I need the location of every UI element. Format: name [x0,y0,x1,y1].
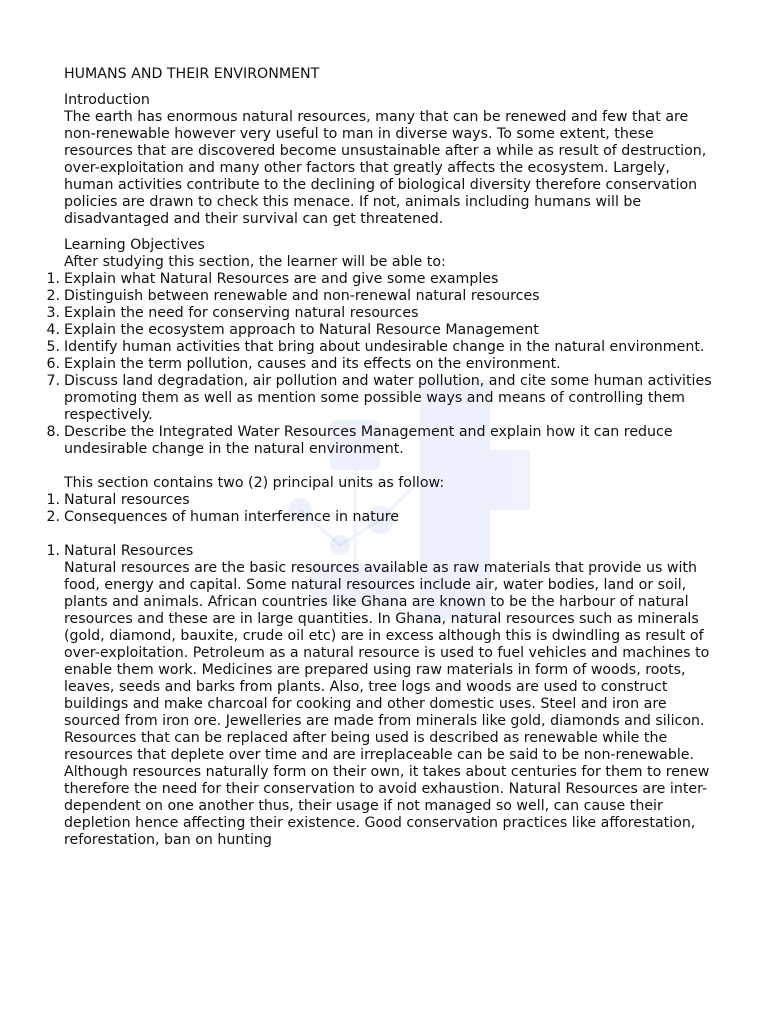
objectives-lead: After studying this section, the learner will be able to: [64,254,446,270]
list-item [46,356,714,373]
list-number: 3. [46,305,60,321]
list-text: Identify human activities that bring about undesirable change in the natural environment. [64,339,705,355]
list-text: Explain the term pollution, causes and its effects on the environment. [64,356,561,372]
list-item [46,373,714,424]
list-number: 1. [46,271,60,287]
list-number: 1. [46,492,60,508]
list-text: Explain the ecosystem approach to Natural Resource Management [64,322,539,338]
section-number: 1. [46,543,60,559]
list-number: 4. [46,322,60,338]
list-item [46,424,714,458]
list-item [46,305,714,322]
list-item [46,339,714,356]
section-paragraph: Natural resources are the basic resources available as raw materials that provide us with food, energy and capital. Some natural resources include air, water bodies, land or soil, plants and animals. African countries like Ghana are known to be the harbour of natural resources and these are in large quantities. In Ghana, natural resources such as minerals (gold, diamond, bauxite, crude oil etc) are in excess although this is dwindling as result of over-exploitation. Petroleum as a natural resource is used to fuel vehicles and machines to enable them work. Medicines are prepared using raw materials in form of woods, roots, leaves, seeds and barks from plants. Also, tree logs and woods are used to construct buildings and make charcoal for cooking and other domestic uses. Steel and iron are sourced from iron ore. Jewelleries are made from minerals like gold, diamonds and silicon. Resources that can be replaced after being used is described as renewable while the resources that deplete over time and are irreplaceable can be said to be non-renewable. Although resources naturally form on their own, it takes about centuries for them to renew therefore the need for their conservation to avoid exhaustion. Natural Resources are inter-dependent on one another thus, their usage if not managed so well, can cause their depletion hence affecting their existence. Good conservation practices like afforestation, reforestation, ban on hunting [64,560,710,848]
list-text: Discuss land degradation, air pollution and water pollution, and cite some human activities promoting them as well as mention some possible ways and means of controlling them respectively. [64,373,712,423]
list-item [46,288,714,305]
list-item [46,322,714,339]
list-text: Describe the Integrated Water Resources Management and explain how it can reduce undesirable change in the natural environment. [64,424,673,457]
list-text: Consequences of human interference in nature [64,509,400,525]
list-text: Explain what Natural Resources are and give some examples [64,271,499,287]
units-lead: This section contains two (2) principal units as follow: [64,475,445,491]
list-item [46,492,714,509]
list-item [46,271,714,288]
objectives-list [46,271,714,458]
section-heading-item [46,543,714,560]
intro-paragraph: The earth has enormous natural resources, many that can be renewed and few that are non-renewable however very useful to man in diverse ways. To some extent, these resources that are discovered become unsustainable after a while as result of destruction, over-exploitation and many other factors that greatly affects the ecosystem. Largely, human activities contribute to the declining of biological diversity therefore conservation policies are drawn to check this menace. If not, animals including humans will be disadvantaged and their survival can get threatened. [64,109,707,227]
document-page [46,66,714,849]
list-number: 5. [46,339,60,355]
intro-heading: Introduction [64,92,150,108]
list-number: 2. [46,509,60,525]
list-item [46,509,714,526]
list-text: Explain the need for conserving natural resources [64,305,419,321]
list-text: Distinguish between renewable and non-renewal natural resources [64,288,540,304]
list-number: 8. [46,424,60,440]
objectives-heading: Learning Objectives [64,237,205,253]
section-heading: Natural Resources [64,543,194,559]
document-title: HUMANS AND THEIR ENVIRONMENT [64,66,320,82]
list-number: 2. [46,288,60,304]
list-text: Natural resources [64,492,190,508]
units-list [46,492,714,526]
list-number: 7. [46,373,60,389]
section-list [46,543,714,560]
list-number: 6. [46,356,60,372]
